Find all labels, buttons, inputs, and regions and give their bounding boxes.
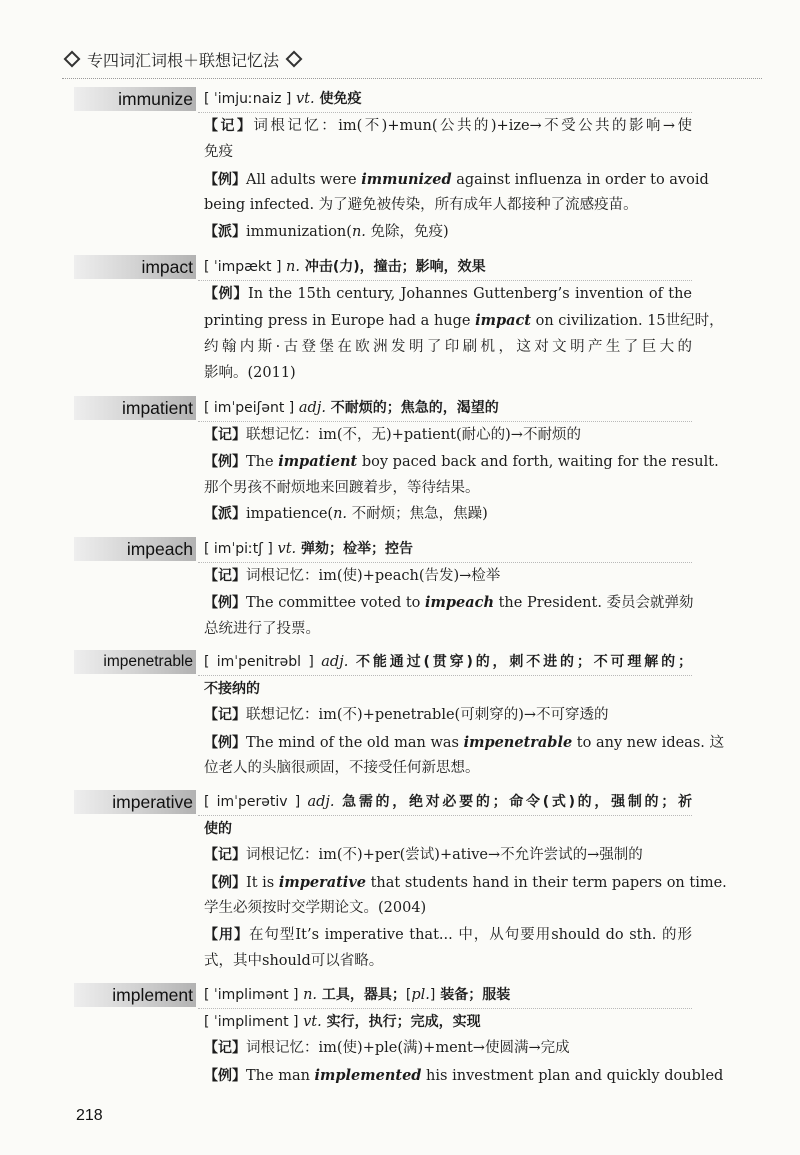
entry-text-line (204, 476, 692, 501)
text: being infected. 为了避免被传染，所有成年人都接种了流感疫苗。 (204, 197, 638, 213)
bold-text: 【记】 (204, 567, 246, 584)
pronunciation: [ imˈpenitrəbl ] (204, 654, 314, 670)
entry-text-line (204, 361, 692, 386)
page-number: 218 (76, 1107, 103, 1124)
pronunciation: [ ˈimjuːnaiz ] (204, 91, 292, 107)
headword-implement: implement (74, 983, 196, 1007)
text: The man (246, 1067, 315, 1084)
header-title: 专四词汇词根＋联想记忆法 (87, 50, 280, 70)
part-of-speech: n. (298, 987, 318, 1003)
bold-text: 【例】 (204, 171, 246, 188)
entry-text-line (204, 282, 692, 307)
entry-text-line (204, 870, 727, 895)
entry-text-line (204, 843, 692, 868)
text: 词根记忆：im(不)+per(尝试)+ative→不允许尝试的→强制的 (246, 847, 643, 863)
page-header (62, 44, 762, 74)
entry-text-line (204, 730, 724, 755)
headword-impeach: impeach (74, 537, 196, 561)
entry-text-line (204, 817, 692, 842)
text: The mind of the old man was (246, 734, 464, 751)
entry-text-line (204, 590, 692, 615)
text: 词根记忆：im(使)+peach(告发)→检举 (246, 567, 501, 584)
entry-definition-line (204, 396, 692, 421)
entry-text-line (204, 308, 724, 333)
entry-text-line (204, 949, 692, 974)
text: 词根记忆：im(不)+mun(公共的)+ize→不受公共的影响→使 (253, 117, 692, 134)
pronunciation: [ imˈpeiʃənt ] (204, 400, 295, 416)
keyword: implemented (314, 1066, 422, 1084)
keyword: impeach (425, 594, 494, 611)
entry-text-line (204, 140, 692, 165)
text: his investment plan and quickly doubled (421, 1067, 724, 1084)
text: 那个男孩不耐烦地来回踱着步，等待结果。 (204, 479, 480, 496)
text: immunization( (246, 223, 352, 240)
headword-imperative: imperative (74, 790, 196, 814)
text: It is (246, 874, 279, 891)
entry-text-line (204, 335, 692, 360)
text: In the 15th century, Johannes Guttenberg’s invention of the (248, 285, 693, 302)
entry-text-line (204, 167, 709, 192)
entry-text-line (204, 564, 692, 589)
bold-text: 不接纳的 (204, 680, 260, 697)
keyword: impact (475, 312, 532, 329)
text: All adults were (246, 171, 362, 188)
bold-text: 使免疫 (314, 91, 362, 107)
text: 学生必须按时交学期论文。(2004) (204, 900, 427, 916)
text: The (246, 454, 279, 470)
bold-text: 【例】 (204, 734, 246, 751)
entry-definition-line (204, 790, 692, 815)
entry-text-line (204, 423, 692, 448)
headword-impact: impact (74, 255, 196, 279)
entry-text-line (204, 1010, 692, 1035)
entry-definition-line (204, 87, 692, 112)
part-of-speech: vt. (272, 541, 297, 557)
keyword: impatient (278, 453, 358, 470)
keyword: immunized (361, 170, 452, 188)
bold-text: 【例】 (204, 285, 249, 302)
part-of-speech: adj. (300, 794, 335, 810)
entry-text-line (204, 1036, 692, 1061)
text: 在句型It’s imperative that... 中，从句要用should do sth. 的形 (248, 926, 692, 943)
pronunciation: [ ˈimpliment ] (204, 1013, 299, 1030)
bold-text: 装备；服装 (435, 987, 511, 1003)
entry-definition-line (204, 255, 692, 280)
text: on civilization. 15世纪时， (531, 313, 724, 329)
entry-text-line (204, 756, 692, 781)
text: 总统进行了投票。 (204, 620, 320, 637)
entry-text-line (204, 677, 692, 702)
text: that students hand in their term papers on time. (365, 874, 727, 891)
bold-text: 【例】 (204, 1067, 246, 1084)
bold-text: 不耐烦的；焦急的，渴望的 (325, 400, 499, 416)
bold-text: 【记】 (204, 707, 246, 723)
part-of-speech: n. (333, 506, 348, 522)
entry-text-line (204, 703, 692, 728)
keyword: impenetrable (463, 733, 573, 751)
bold-text: 【用】 (204, 926, 249, 943)
bold-text: 使的 (204, 820, 232, 837)
text: 式，其中should可以省略。 (204, 953, 384, 969)
bold-text: 不能通过(贯穿)的，刺不进的；不可理解的； (348, 654, 692, 670)
text: the President. 委员会就弹劾 (493, 595, 694, 611)
entry-text-line (204, 193, 692, 218)
pronunciation: [ ˈimpækt ] (204, 259, 282, 275)
entry-text-line (204, 114, 692, 139)
bold-text: 【记】 (204, 1040, 246, 1056)
part-of-speech: vt. (291, 91, 315, 107)
entry-text-line (204, 896, 692, 921)
part-of-speech: n. (351, 223, 366, 240)
text: 联想记忆：im(不，无)+patient(耐心的)→不耐烦的 (246, 426, 581, 443)
pronunciation: [ imˈperətiv ] (204, 794, 301, 810)
entry-text-line (204, 502, 692, 527)
keyword: imperative (278, 873, 366, 891)
bold-text: 弹劾；检举；控告 (296, 541, 414, 557)
header-rule (62, 78, 762, 79)
bold-text: 【例】 (204, 595, 246, 611)
bold-text: 【记】 (204, 847, 246, 863)
entry-text-line (204, 617, 692, 642)
diamond-icon (64, 51, 81, 68)
entry-text-line (204, 220, 692, 245)
part-of-speech: vt. (298, 1013, 322, 1030)
diamond-icon (286, 51, 303, 68)
bold-text: 【派】 (204, 223, 246, 240)
bold-text: 实行，执行；完成，实现 (321, 1013, 481, 1030)
entry-text-line (204, 1063, 724, 1088)
pronunciation: [ imˈpiːtʃ ] (204, 541, 273, 557)
bold-text: 急需的，绝对必要的；命令(式)的，强制的；祈 (334, 794, 692, 810)
entry-text-line (204, 923, 692, 948)
pronunciation: [ (405, 987, 412, 1003)
entry-definition-line (204, 537, 692, 562)
text: 位老人的头脑很顽固，不接受任何新思想。 (204, 760, 480, 776)
entry-definition-line (204, 983, 692, 1008)
bold-text: 工具，器具； (317, 987, 406, 1003)
bold-text: 【派】 (204, 506, 246, 522)
pronunciation: ] (429, 987, 436, 1003)
pronunciation: [ ˈimplimənt ] (204, 987, 299, 1003)
text: 免除，免疫) (365, 223, 449, 240)
bold-text: 【例】 (204, 874, 246, 891)
text: 约翰内斯·古登堡在欧洲发明了印刷机，这对文明产生了巨大的 (204, 338, 692, 355)
text: 不耐烦；焦急，焦躁) (347, 506, 488, 522)
text: The committee voted to (246, 595, 425, 611)
part-of-speech: adj. (313, 654, 349, 670)
part-of-speech: adj. (294, 400, 326, 416)
headword-immunize: immunize (74, 87, 196, 111)
text: boy paced back and forth, waiting for the result. (357, 454, 719, 470)
bold-text: 冲击(力)，撞击；影响，效果 (300, 259, 486, 275)
bold-text: 【例】 (204, 454, 246, 470)
part-of-speech: pl. (411, 987, 430, 1003)
text: 词根记忆：im(使)+ple(满)+ment→使圆满→完成 (246, 1040, 570, 1056)
text: impatience( (246, 506, 334, 522)
entry-definition-line (204, 650, 692, 675)
text: 免疫 (204, 144, 233, 160)
text: against influenza in order to avoid (451, 171, 709, 188)
bold-text: 【记】 (204, 117, 254, 134)
text: printing press in Europe had a huge (204, 313, 476, 329)
text: 联想记忆：im(不)+penetrable(可刺穿的)→不可穿透的 (246, 707, 609, 723)
text: 影响。(2011) (204, 365, 296, 381)
headword-impatient: impatient (74, 396, 196, 420)
part-of-speech: n. (281, 259, 300, 275)
headword-impenetrable: impenetrable (74, 650, 196, 674)
bold-text: 【记】 (204, 426, 246, 443)
entry-text-line (204, 449, 719, 474)
text: to any new ideas. 这 (572, 734, 724, 751)
